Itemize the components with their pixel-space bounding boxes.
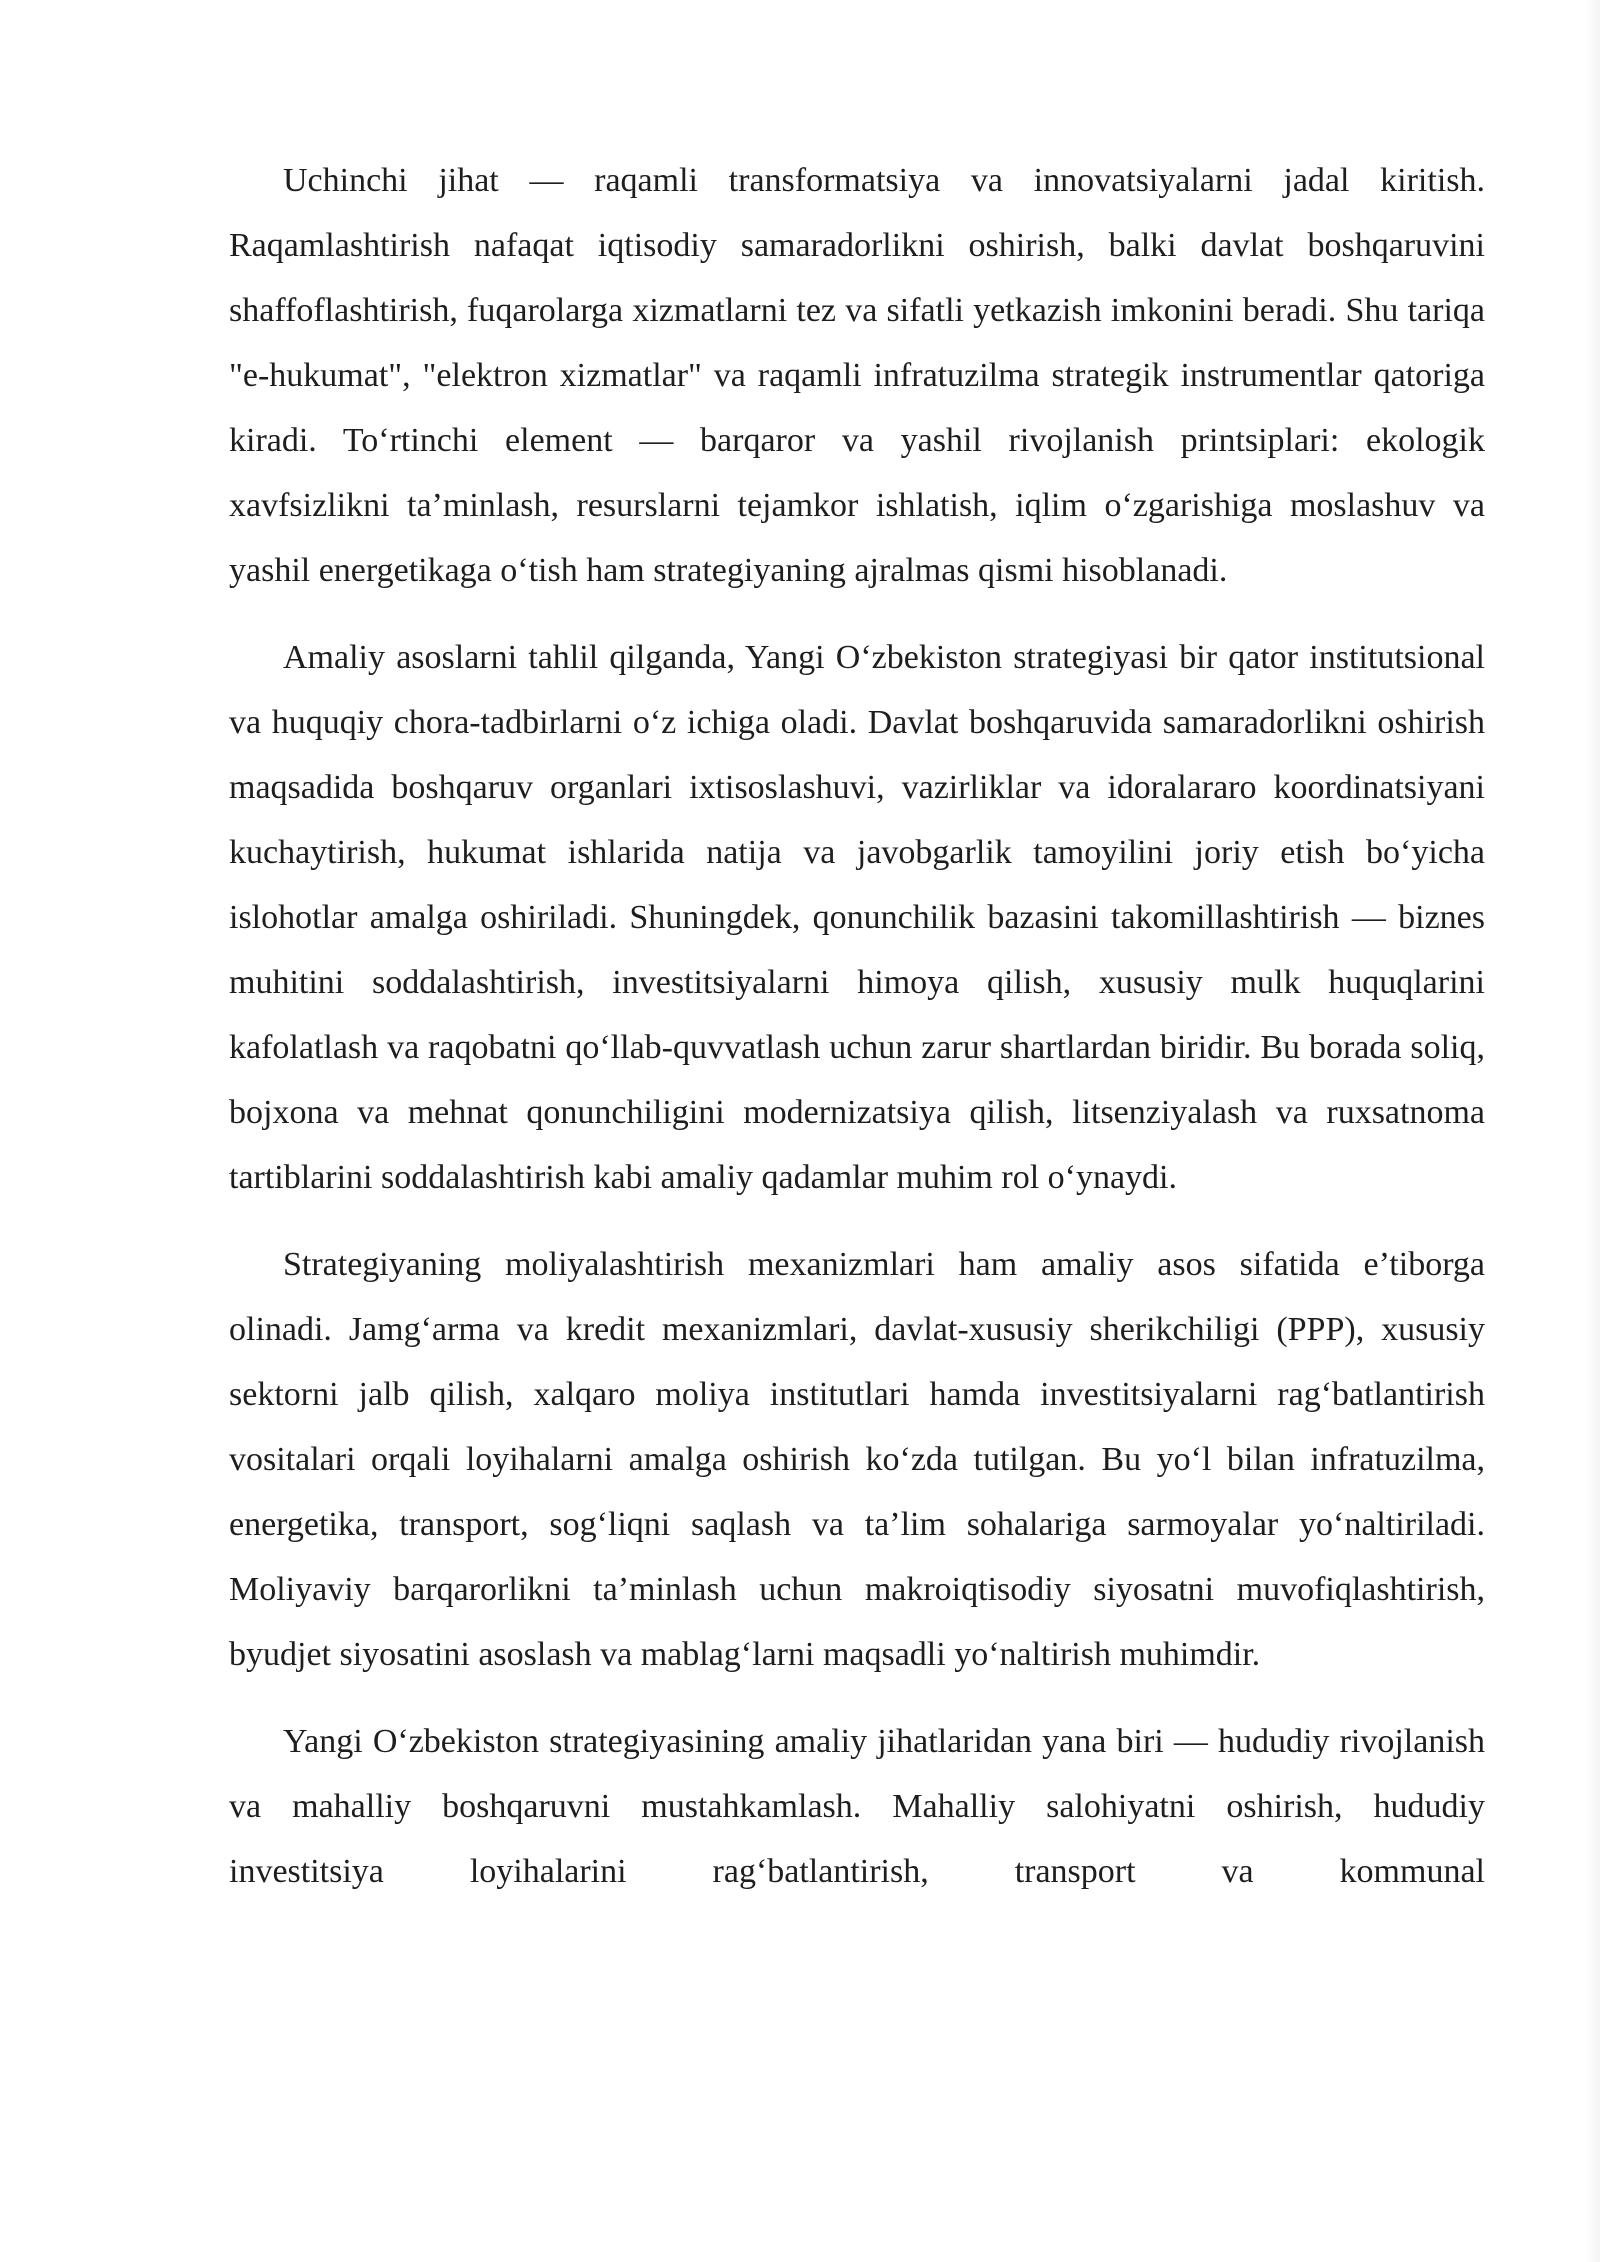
paragraph-digital-transformation: Uchinchi jihat — raqamli transformatsiya va innovatsiyalarni jadal kiritish. Raqamlashtirish nafaqat iqtisodiy samaradorlikni oshirish, balki davlat boshqaruvini shaffoflashtirish, fuqarolarga xizmatlarni tez va sifatli yetkazish imkonini beradi. Shu tariqa "e-hukumat", "elektron xizmatlar" va raqamli infratuzilma strategik instrumentlar qatoriga kiradi. To‘rtinchi element — barqaror va yashil rivojlanish printsiplari: ekologik xavfsizlikni ta’minlash, resurslarni tejamkor ishlatish, iqlim o‘zgarishiga moslashuv va yashil energetikaga o‘tish ham strategiyaning ajralmas qismi hisoblanadi. bbox=[229, 162, 1485, 589]
paragraph-regional-development: Yangi O‘zbekiston strategiyasining amaliy jihatlaridan yana biri — hududiy rivojlanish va mahalliy boshqaruvni mustahkamlash. Mahalliy salohiyatni oshirish, hududiy investitsiya loyihalarini rag‘batlantirish, transport va kommunal bbox=[229, 1723, 1485, 1890]
paragraph-practical-foundations: Amaliy asoslarni tahlil qilganda, Yangi O‘zbekiston strategiyasi bir qator institutsional va huquqiy chora-tadbirlarni o‘z ichiga oladi. Davlat boshqaruvida samaradorlikni oshirish maqsadida boshqaruv organlari ixtisoslashuvi, vazirliklar va idoralararo koordinatsiyani kuchaytirish, hukumat ishlarida natija va javobgarlik tamoyilini joriy etish bo‘yicha islohotlar amalga oshiriladi. Shuningdek, qonunchilik bazasini takomillashtirish — biznes muhitini soddalashtirish, investitsiyalarni himoya qilish, xususiy mulk huquqlarini kafolatlash va raqobatni qo‘llab-quvvatlash uchun zarur shartlardan biridir. Bu borada soliq, bojxona va mehnat qonunchiligini modernizatsiya qilish, litsenziyalash va ruxsatnoma tartiblarini soddalashtirish kabi amaliy qadamlar muhim rol o‘ynaydi. bbox=[229, 639, 1485, 1196]
page-edge-shadow bbox=[1586, 0, 1600, 2262]
document-body bbox=[229, 148, 1485, 1926]
paragraph-financing-mechanisms: Strategiyaning moliyalashtirish mexanizmlari ham amaliy asos sifatida e’tiborga olinadi. Jamg‘arma va kredit mexanizmlari, davlat-xususiy sherikchiligi (PPP), xususiy sektorni jalb qilish, xalqaro moliya institutlari hamda investitsiyalarni rag‘batlantirish vositalari orqali loyihalarni amalga oshirish ko‘zda tutilgan. Bu yo‘l bilan infratuzilma, energetika, transport, sog‘liqni saqlash va ta’lim sohalariga sarmoyalar yo‘naltiriladi. Moliyaviy barqarorlikni ta’minlash uchun makroiqtisodiy siyosatni muvofiqlashtirish, byudjet siyosatini asoslash va mablag‘larni maqsadli yo‘naltirish muhimdir. bbox=[229, 1246, 1485, 1673]
